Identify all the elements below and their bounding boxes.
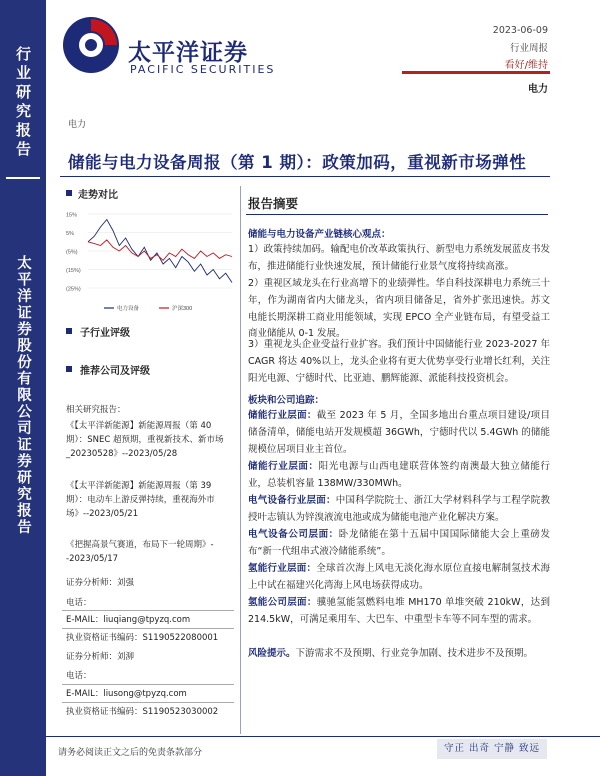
- sec1-paragraph: 2）重视区域龙头在行业高增下的业绩弹性。华自科技深耕电力系统三十年，作为湖南省内大储龙头，省内项目储备足，省外扩张迅速快。苏文电能长期深耕工商业用能领域，实现 EPCO 全产业链布局，有望受益工商业储能从 0-1 发展。: [248, 278, 550, 340]
- tracking-text: 卧龙储能在第十五届中国国际储能大会上重磅发布“新一代组串式液冷储能系统”。: [248, 529, 550, 557]
- tracking-label: 氢能公司层面：: [248, 597, 317, 608]
- tracking-item: [248, 459, 550, 493]
- sidebar-top-label: 行业研究报告: [14, 46, 32, 160]
- trend-heading: 走势对比: [78, 190, 118, 201]
- recommend-heading: 推荐公司及评级: [80, 366, 150, 377]
- tracking-text: 中国科学院院士、浙江大学材料科学与工程学院教授叶志镇认为锌溴液流电池或成为储能电池产业化解决方案。: [248, 495, 550, 523]
- sector-small-label: 电力: [68, 120, 87, 130]
- company-name-en: PACIFIC SECURITIES: [130, 63, 276, 76]
- series-line: [88, 240, 232, 260]
- divider: [62, 702, 234, 703]
- tracking-text: 阳光电源与山西电建联营体签约南澳最大独立储能行业，总装机容量 138MW/330MWh。: [248, 461, 550, 489]
- sec2-heading: 板块和公司追踪：: [248, 395, 325, 406]
- sec1-paragraph: 1）政策持续加码。输配电价改革政策执行、新型电力系统发展蓝皮书发布，推进储能行业快速发展，预计储能行业景气度将持续高涨。: [248, 244, 550, 272]
- divider: [62, 628, 234, 629]
- bullet-icon: [66, 190, 72, 196]
- y-tick-label: 5%: [66, 231, 74, 237]
- related-heading: 相关研究报告：: [66, 405, 126, 415]
- divider: [62, 684, 234, 685]
- legend-label: 沪深300: [172, 306, 193, 312]
- sidebar-bottom-label: 太平洋证券股份有限公司证券研究报告: [15, 254, 31, 536]
- left-sidebar: [0, 0, 46, 776]
- trend-chart: [64, 208, 236, 318]
- related-item: 《【太平洋新能源】新能源周报（第 40 期）：SNEC 超预期，重视新技术、新市场_20230528》--2023/05/28: [66, 421, 224, 459]
- title-rule: [60, 176, 550, 177]
- summary-rule: [246, 214, 548, 215]
- related-item: 《【太平洋新能源】新能源周报（第 39 期）：电动车上游反弹持续，重视海外市场》--2023/05/21: [66, 481, 215, 519]
- tracking-label: 储能行业层面：: [248, 410, 317, 421]
- tracking-item: [248, 561, 550, 595]
- analyst2-heading: 证券分析师：刘泖: [66, 652, 135, 662]
- analyst2-email: E-MAIL：liusong@tpyzq.com: [66, 689, 187, 699]
- analyst-cert: 执业资格证书编码：S1190522080001: [66, 633, 219, 643]
- report-type: 行业周报: [509, 43, 548, 54]
- tracking-label: 储能行业层面：: [248, 461, 319, 472]
- sec1-paragraph: 3）重视龙头企业受益行业扩容。我们预计中国储能行业 2023-2027 年 CAGR 将达 40%以上，龙头企业将有更大优势享受行业增长红利，关注阳光电源、宁德时代、比亚迪、鹏辉能源、派能科技投资机会。: [248, 339, 550, 384]
- tracking-text: 全球首次海上风电无淡化海水原位直接电解制氢技术海上中试在福建兴化湾海上风电场获得成功。: [248, 563, 550, 591]
- y-tick-label: (15%): [66, 268, 81, 274]
- analyst-phone: 电话：: [66, 598, 92, 608]
- company-logo-icon: [60, 14, 122, 76]
- tracking-label: 氢能行业层面：: [248, 563, 317, 574]
- company-name-cn: 太平洋证券: [128, 40, 248, 66]
- sidebar-divider: [6, 177, 40, 179]
- tracking-label: 电气设备公司层面：: [248, 529, 339, 540]
- legend-label: 电力设备: [117, 306, 140, 312]
- tracking-item: [248, 595, 550, 629]
- bullet-icon: [66, 366, 72, 372]
- sector-label: 电力: [528, 84, 548, 95]
- header-red-bar: [402, 71, 550, 74]
- y-tick-label: 15%: [66, 212, 78, 219]
- tracking-item: [248, 408, 550, 458]
- analyst2-cert: 执业资格证书编码：S1190523030002: [66, 707, 219, 717]
- bullet-icon: [66, 328, 72, 334]
- y-tick-label: (5%): [66, 249, 78, 256]
- analyst-heading: 证券分析师：刘强: [66, 578, 135, 588]
- tracking-item: [248, 527, 550, 561]
- sec1-heading: 储能与电力设备产业链核心观点：: [248, 229, 391, 240]
- report-date: 2023-06-09: [492, 25, 548, 36]
- risk-label: 风险提示。: [248, 648, 296, 659]
- footer-rule: [46, 736, 600, 737]
- sub-rating-heading: 子行业评级: [80, 328, 130, 339]
- rating: 看好/维持: [504, 60, 548, 71]
- tracking-item: [248, 493, 550, 527]
- analyst-email: E-MAIL：liuqiang@tpyzq.com: [66, 615, 191, 625]
- footer-disclaimer: 请务必阅读正文之后的免责条款部分: [58, 748, 203, 758]
- footer-motto: 守正 出奇 宁静 致远: [437, 739, 547, 759]
- tracking-text: 骥驰氢能氢燃料电堆 MH170 单堆突破 210kW，达到 214.5kW，可满足乘用车、大巴车、中重型卡车等不同车型的需求。: [248, 597, 550, 625]
- page-title: 储能与电力设备周报（第 1 期）：政策加码，重视新市场弹性: [68, 153, 527, 172]
- tracking-text: 截至 2023 年 5 月，全国多地出台重点项目建设/项目储备清单，储能电站开发规模超 36GWh，宁德时代以 5.4GWh 的储能规模位居项目业主首位。: [248, 410, 550, 455]
- trend-chart-svg: [64, 208, 236, 318]
- analyst2-phone: 电话：: [66, 671, 92, 681]
- risk-note: [248, 646, 550, 663]
- column-divider: [240, 186, 241, 734]
- divider: [62, 610, 234, 611]
- summary-title: 报告摘要: [248, 196, 299, 211]
- risk-text: 下游需求不及预期、行业竞争加剧、技术进步不及预期。: [295, 648, 534, 659]
- related-item: 《把握高景气赛道，布局下一轮周期》--2023/05/17: [66, 540, 214, 564]
- tracking-label: 电气设备行业层面：: [248, 495, 336, 506]
- y-tick-label: (25%): [66, 286, 81, 293]
